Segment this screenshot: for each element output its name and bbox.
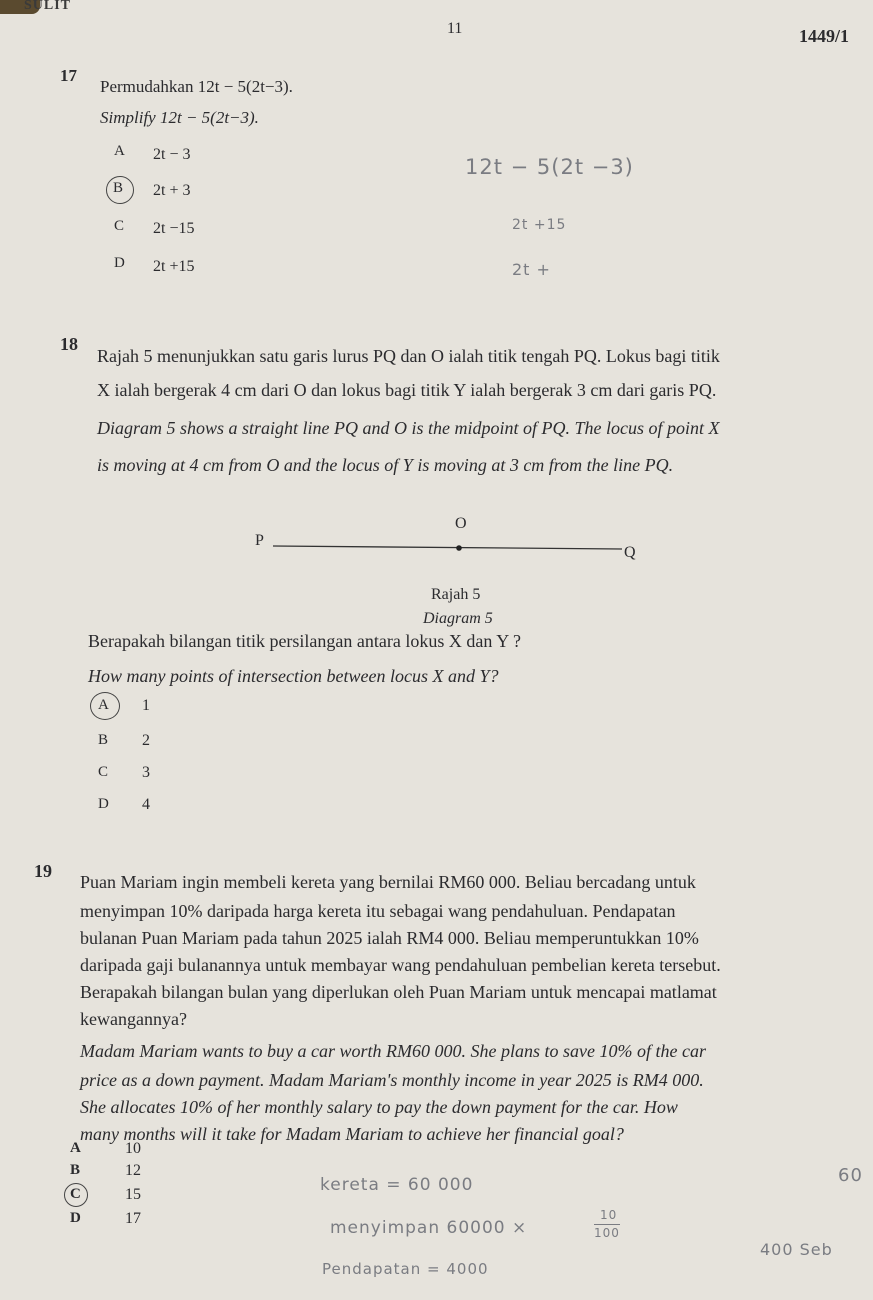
- q19-handwriting-right-2: 400 Seb: [760, 1240, 833, 1259]
- diagram-label-p: P: [255, 532, 264, 549]
- q17-option-c-value: 2t −15: [153, 220, 195, 237]
- q19-handwriting-right-1: 60: [838, 1165, 863, 1186]
- q19-handwriting-frac-bar: [594, 1224, 620, 1225]
- q19-handwriting-menyimpan: menyimpan 60000 ×: [330, 1218, 528, 1238]
- q17-handwriting-3: 2t +: [512, 260, 551, 279]
- q17-option-a-letter[interactable]: A: [114, 143, 125, 159]
- q19-english-line-1: Madam Mariam wants to buy a car worth RM60 000. She plans to save 10% of the car: [80, 1041, 706, 1061]
- q17-malay: Permudahkan 12t − 5(2t−3).: [100, 77, 293, 96]
- q19-option-b-letter[interactable]: B: [70, 1162, 81, 1178]
- q19-malay-line-3: bulanan Puan Mariam pada tahun 2025 ialah RM4 000. Beliau memperuntukkan 10%: [80, 928, 699, 948]
- q19-handwriting-frac-den: 100: [594, 1226, 620, 1240]
- q18-number: 18: [60, 334, 78, 354]
- diagram-caption-malay: Rajah 5: [431, 586, 481, 603]
- q19-option-b-value: 12: [125, 1162, 141, 1179]
- q19-option-a-letter[interactable]: A: [70, 1140, 81, 1156]
- line-pq: [273, 546, 622, 549]
- diagram-caption-english: Diagram 5: [423, 610, 493, 627]
- diagram-label-q: Q: [624, 544, 636, 561]
- q17-number: 17: [60, 66, 77, 85]
- q19-handwriting-pendapatan: Pendapatan = 4000: [322, 1260, 489, 1278]
- q17-option-a-value: 2t − 3: [153, 146, 191, 163]
- q17-option-b-letter[interactable]: B: [113, 180, 124, 196]
- q18-option-d-letter[interactable]: D: [98, 796, 109, 812]
- q17-handwriting-1: 12t − 5(2t −3): [465, 155, 634, 179]
- q19-option-d-value: 17: [125, 1210, 141, 1227]
- sulit-label: SULIT: [24, 0, 72, 13]
- q19-malay-line-4: daripada gaji bulanannya untuk membayar wang pendahuluan pembelian kereta tersebut.: [80, 955, 721, 975]
- q19-option-c-value: 15: [125, 1186, 141, 1203]
- q19-english-line-2: price as a down payment. Madam Mariam's monthly income in year 2025 is RM4 000.: [80, 1070, 704, 1090]
- q18-question-malay: Berapakah bilangan titik persilangan antara lokus X dan Y ?: [88, 631, 522, 651]
- q17-handwriting-2: 2t +15: [512, 217, 567, 233]
- q18-option-b-value: 2: [142, 732, 150, 749]
- q19-malay-line-5: Berapakah bilangan bulan yang diperlukan oleh Puan Mariam untuk mencapai matlamat: [80, 982, 717, 1002]
- q19-handwriting-kereta: kereta = 60 000: [320, 1175, 474, 1195]
- q18-english-line-1: Diagram 5 shows a straight line PQ and O is the midpoint of PQ. The locus of point X: [97, 418, 720, 438]
- q19-handwriting-frac-num: 10: [600, 1208, 618, 1222]
- q17-option-c-letter[interactable]: C: [114, 218, 125, 234]
- q19-english-line-3: She allocates 10% of her monthly salary to pay the down payment for the car. How: [80, 1097, 678, 1117]
- q18-option-d-value: 4: [142, 796, 150, 813]
- q18-malay-line-2: X ialah bergerak 4 cm dari O dan lokus bagi titik Y ialah bergerak 3 cm dari garis PQ.: [97, 380, 717, 400]
- q18-option-b-letter[interactable]: B: [98, 732, 109, 748]
- q18-option-c-letter[interactable]: C: [98, 764, 109, 780]
- q18-option-c-value: 3: [142, 764, 150, 781]
- q19-malay-line-1: Puan Mariam ingin membeli kereta yang bernilai RM60 000. Beliau bercadang untuk: [80, 872, 696, 892]
- q18-question-english: How many points of intersection between locus X and Y?: [88, 666, 499, 686]
- midpoint-o: [456, 545, 462, 551]
- q19-malay-line-6: kewangannya?: [80, 1009, 187, 1029]
- q18-malay-line-1: Rajah 5 menunjukkan satu garis lurus PQ dan O ialah titik tengah PQ. Lokus bagi titik: [97, 346, 720, 366]
- q19-option-d-letter[interactable]: D: [70, 1210, 81, 1226]
- q17-option-b-value: 2t + 3: [153, 182, 191, 199]
- q19-option-a-value: 10: [125, 1140, 141, 1157]
- page-number: 11: [447, 20, 463, 37]
- q17-option-d-value: 2t +15: [153, 258, 195, 275]
- q19-option-c-letter[interactable]: C: [70, 1186, 81, 1202]
- diagram-label-o: O: [455, 515, 467, 532]
- q17-english: Simplify 12t − 5(2t−3).: [100, 108, 259, 127]
- q19-malay-line-2: menyimpan 10% daripada harga kereta itu sebagai wang pendahuluan. Pendapatan: [80, 901, 676, 921]
- q18-option-a-letter[interactable]: A: [98, 697, 109, 713]
- q18-option-a-value: 1: [142, 697, 150, 714]
- q19-number: 19: [34, 861, 52, 881]
- q18-english-line-2: is moving at 4 cm from O and the locus of Y is moving at 3 cm from the line PQ.: [97, 455, 674, 475]
- paper-code: 1449/1: [799, 26, 850, 46]
- q19-english-line-4: many months will it take for Madam Mariam to achieve her financial goal?: [80, 1124, 624, 1144]
- q17-option-d-letter[interactable]: D: [114, 255, 125, 271]
